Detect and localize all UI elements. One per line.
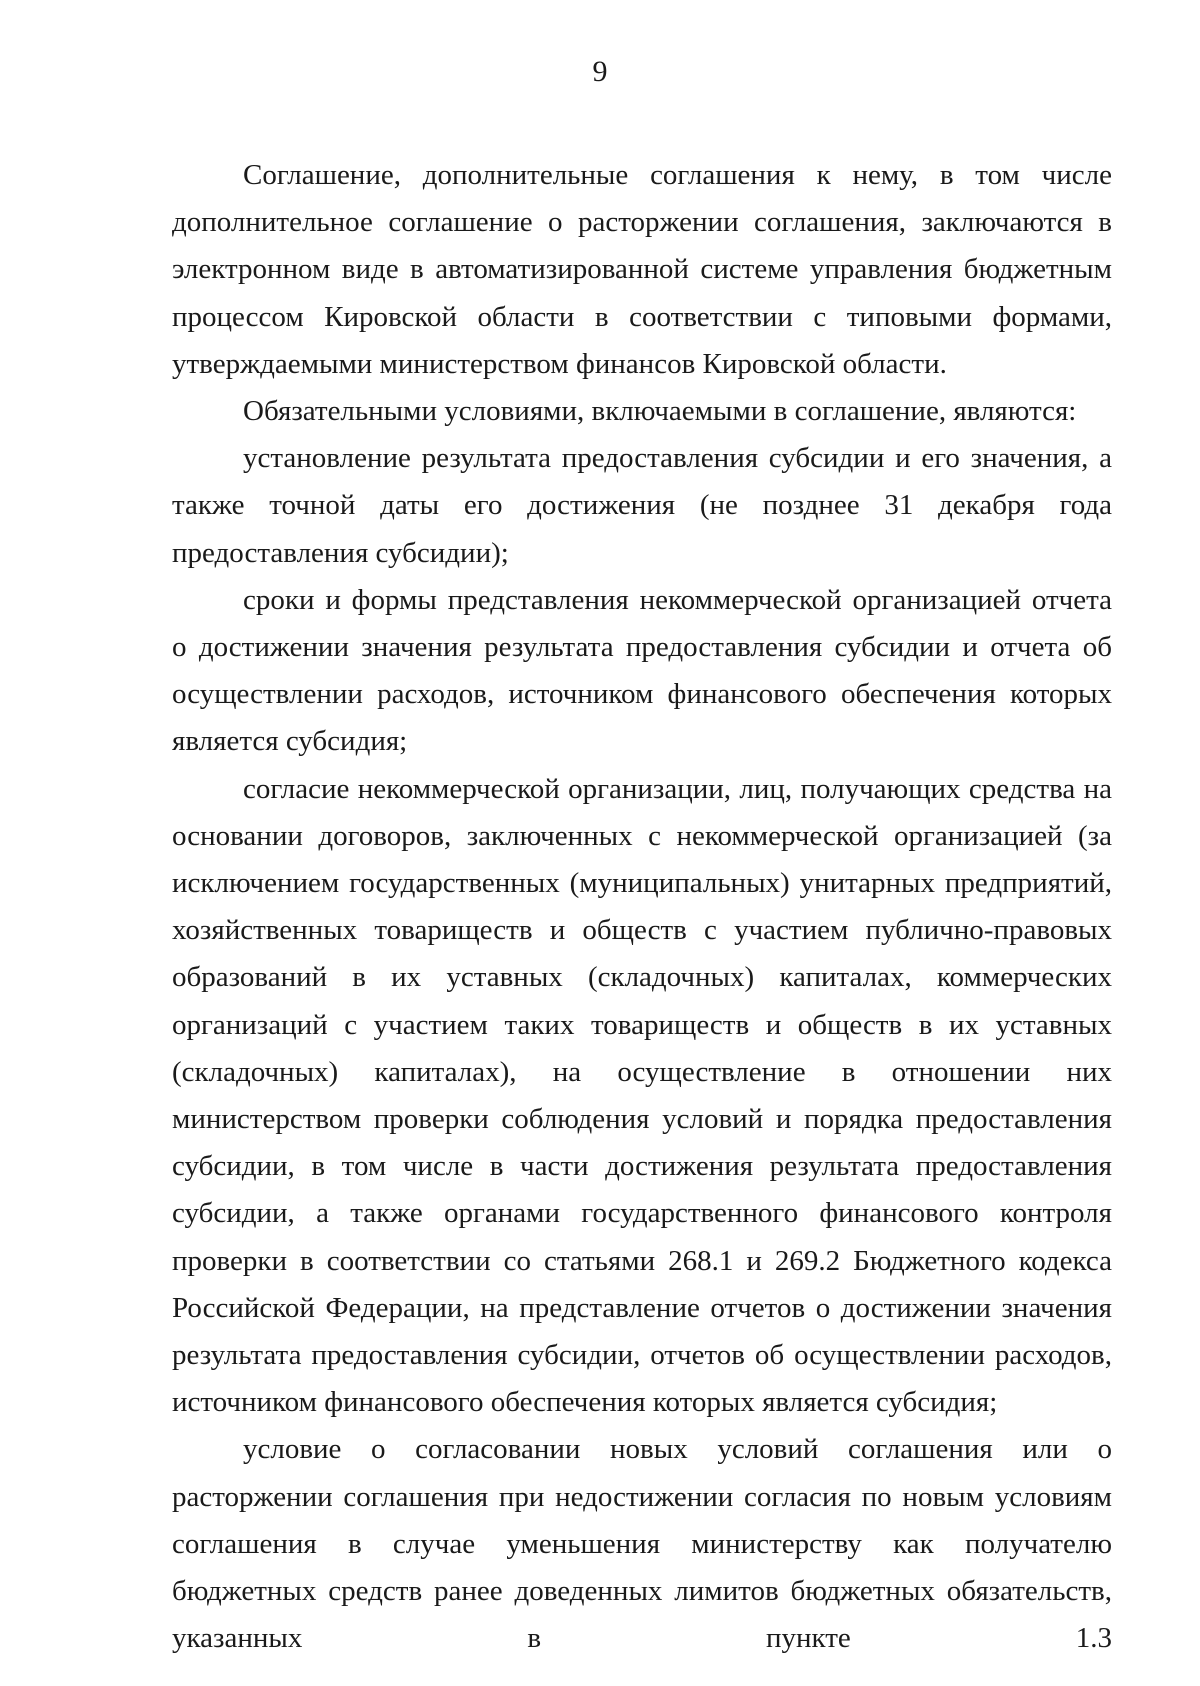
paragraph-agreement-electronic-form: Соглашение, дополнительные соглашения к нему, в том числе дополнительное соглашение о расторжении соглашения, заключаются в электронном виде в автоматизированной системе управления бюджетным процессом Кировской области в соответствии с типовыми формами, утверждаемыми министерством финансов Кировской области. xyxy=(172,159,1112,380)
paragraph-result-and-date: установление результата предоставления субсидии и его значения, а также точной даты его достижения (не позднее 31 декабря года предоставления субсидии); xyxy=(172,442,1112,569)
page-number: 9 xyxy=(592,55,608,88)
paragraph-new-conditions-agreement: условие о согласовании новых условий соглашения или о расторжении соглашения при недостижении согласия по новым условиям соглашения в случае уменьшения министерству как получателю бюджетных средств ранее доведенных лимитов бюджетных обязательств, указанных в пункте 1.3 xyxy=(172,1433,1112,1655)
document-body xyxy=(172,152,1112,1663)
paragraph-consent-to-inspection: согласие некоммерческой организации, лиц, получающих средства на основании договоров, заключенных с некоммерческой организацией (за исключением государственных (муниципальных) унитарных предприятий, хозяйственных товариществ и обществ с участием публично-правовых образований в их уставных (складочных) капиталах, коммерческих организаций с участием таких товариществ и обществ в их уставных (складочных) капиталах), на осуществление в отношении них министерством проверки соблюдения условий и порядка предоставления субсидии, в том числе в части достижения результата предоставления субсидии, а также органами государственного финансового контроля проверки в соответствии со статьями 268.1 и 269.2 Бюджетного кодекса Российской Федерации, на представление отчетов о достижении значения результата предоставления субсидии, отчетов об осуществлении расходов, источником финансового обеспечения которых является субсидия; xyxy=(172,772,1112,1419)
paragraph-report-terms: сроки и формы представления некоммерческой организацией отчета о достижении значения результата предоставления субсидии и отчета об осуществлении расходов, источником финансового обеспечения которых является субсидия; xyxy=(172,583,1112,758)
paragraph-mandatory-conditions-intro: Обязательными условиями, включаемыми в соглашение, являются: xyxy=(243,395,1077,428)
